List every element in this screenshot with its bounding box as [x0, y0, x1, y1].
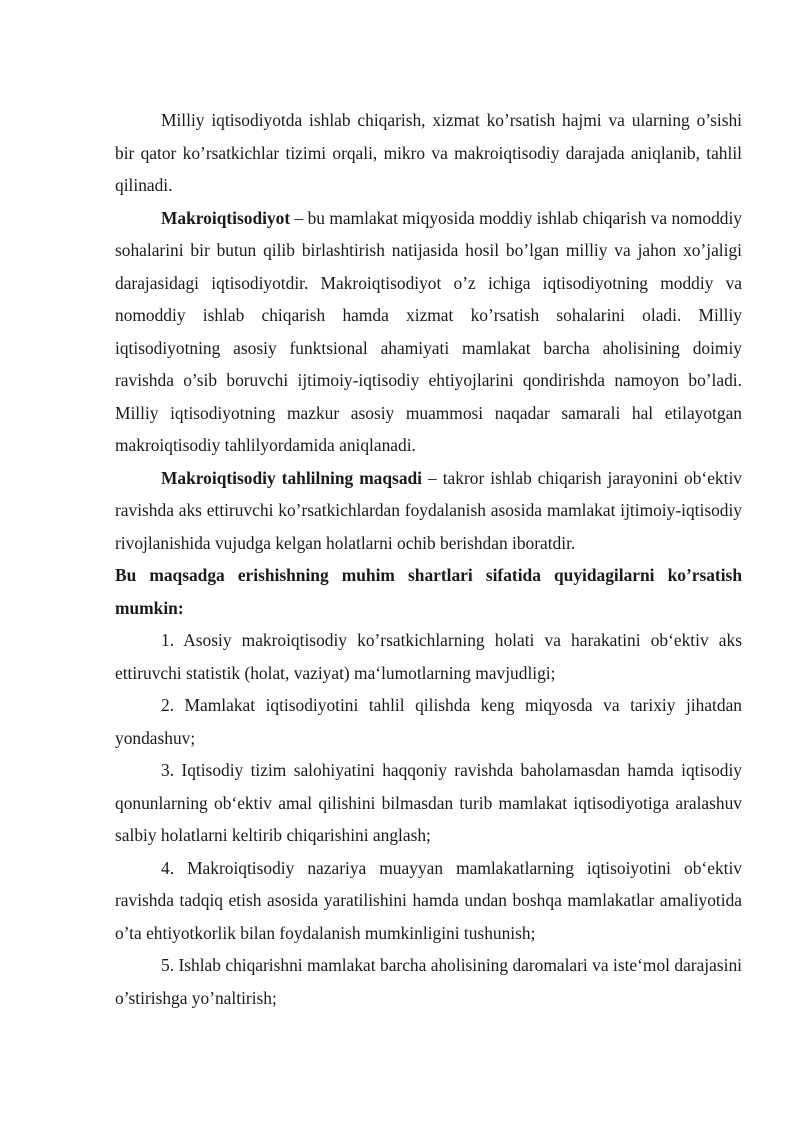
list-item-2: 2. Mamlakat iqtisodiyotini tahlil qilishda keng miqyosda va tarixiy jihatdan yondashuv; — [115, 695, 742, 748]
paragraph-analysis-goal — [115, 462, 742, 560]
definition-text: – bu mamlakat miqyosida moddiy ishlab chiqarish va nomoddiy sohalarini bir butun qilib birlashtirish natijasida hosil bo’lgan milliy va jahon xo’jaligi darajasidagi iqtisodiyotdir. Makroiqtisodiyot o’z ichiga iqtisodiyotning moddiy va nomoddiy ishlab chiqarish hamda xizmat ko’rsatish sohalarini oladi. Milliy iqtisodiyotning asosiy funktsional ahamiyati mamlakat barcha aholisining doimiy ravishda o’sib boruvchi ijtimoiy-iqtisodiy ehtiyojlarini qondirishda namoyon bo’ladi. Milliy iqtisodiyotning mazkur asosiy muammosi naqadar samarali hal etilayotgan makroiqtisodiy tahlilyordamida aniqlanadi. — [115, 207, 742, 455]
term-makroiqtisodiyot: Makroiqtisodiyot — [161, 207, 291, 228]
list-item-1: 1. Asosiy makroiqtisodiy ko’rsatkichlarning holati va harakatini ob‘ektiv aks ettiruvchi statistik (holat, vaziyat) ma‘lumotlarning mavjudligi; — [115, 630, 742, 683]
list-item-3: 3. Iqtisodiy tizim salohiyatini haqqoniy ravishda baholamasdan hamda iqtisodiy qonunlarning ob‘ektiv amal qilishini bilmasdan turib mamlakat iqtisodiyotiga aralashuv salbiy holatlarni keltirib chiqarishini anglash; — [115, 760, 742, 845]
term-analysis-goal: Makroiqtisodiy tahlilning maqsadi — [161, 467, 423, 488]
document-page — [115, 104, 742, 1014]
list-item-4: 4. Makroiqtisodiy nazariya muayyan mamlakatlarning iqtisoiyotini ob‘ektiv ravishda tadqiq etish asosida yaratilishini hamda undan boshqa mamlakatlar amaliyotida o’ta ehtiyotkorlik bilan foydalanish mumkinligini tushunish; — [115, 857, 742, 943]
paragraph-macroeconomics-definition — [115, 202, 742, 462]
list-item-5: 5. Ishlab chiqarishni mamlakat barcha aholisining daromalari va iste‘mol darajasini o’stirishga yo’naltirish; — [115, 955, 742, 1008]
conditions-heading: Bu maqsadga erishishning muhim shartlari sifatida quyidagilarni ko’rsatish mumkin: — [115, 565, 742, 618]
paragraph-intro: Milliy iqtisodiyotda ishlab chiqarish, xizmat ko’rsatish hajmi va ularning o’sishi bir qator ko’rsatkichlar tizimi orqali, mikro va makroiqtisodiy darajada aniqlanib, tahlil qilinadi. — [115, 110, 742, 195]
goal-text: – takror ishlab chiqarish jarayonini ob‘ektiv ravishda aks ettiruvchi ko’rsatkichlardan foydalanish asosida mamlakat ijtimoiy-iqtisodiy rivojlanishida vujudga kelgan holatlarni ochib berishdan iboratdir. — [115, 467, 742, 553]
